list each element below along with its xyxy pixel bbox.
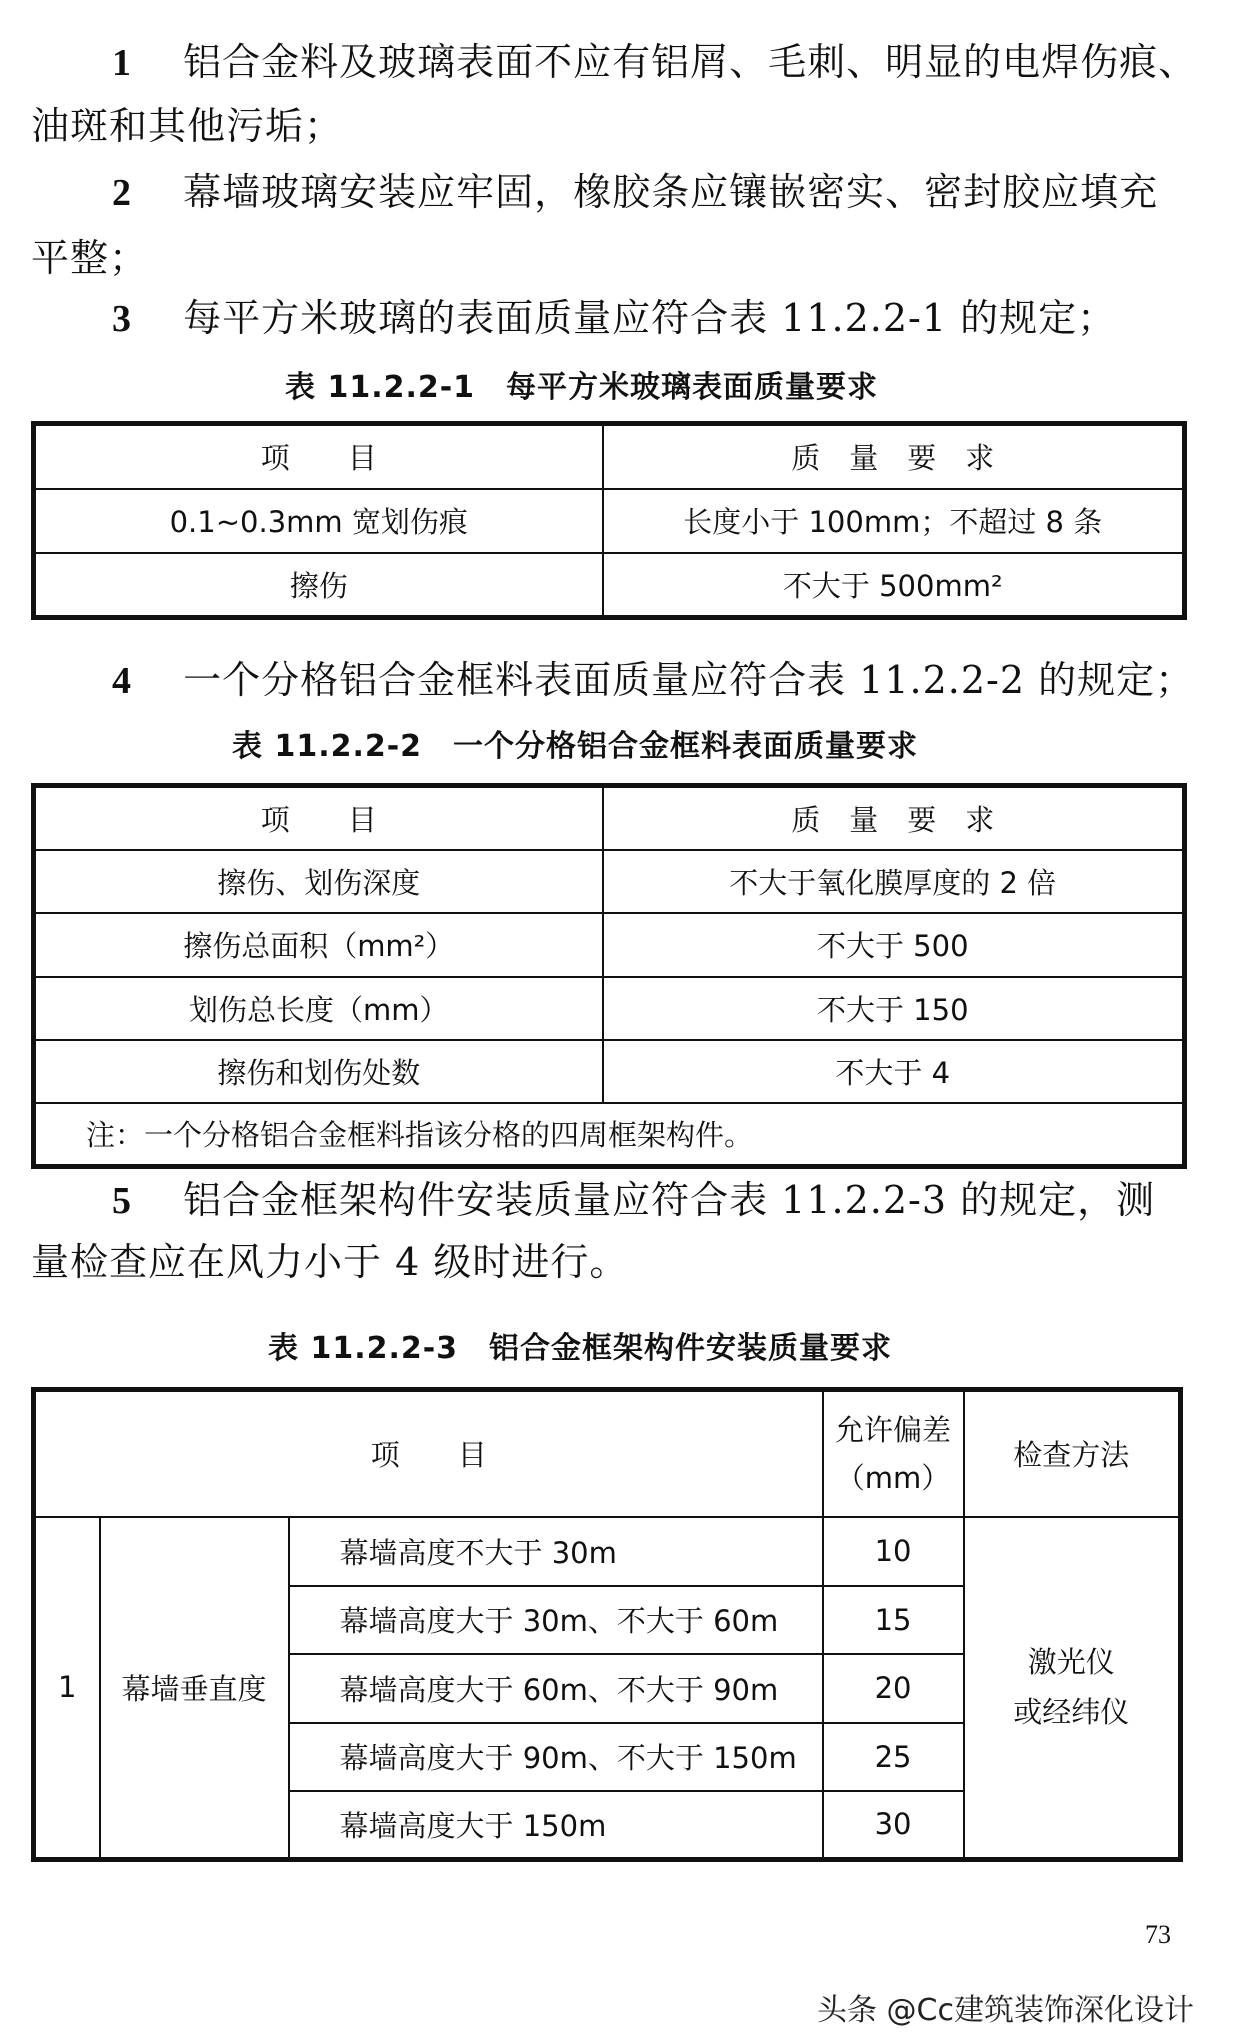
table-row	[34, 489, 1185, 553]
table3	[31, 1387, 1183, 1862]
group-index: 1	[34, 1517, 100, 1860]
table3-header-item: 项 目	[34, 1390, 823, 1517]
table1-caption: 表 11.2.2-1 每平方米玻璃表面质量要求	[285, 370, 879, 405]
item-4	[112, 660, 1194, 701]
table-cell: 不大于 150	[603, 977, 1185, 1040]
item-1	[112, 42, 1197, 83]
table-cell: 长度小于 100mm；不超过 8 条	[603, 489, 1185, 553]
item-number: 1	[112, 42, 132, 84]
item-text: 一个分格铝合金框料表面质量应符合表 11.2.2-2 的规定；	[183, 658, 1195, 702]
item-text: 每平方米玻璃的表面质量应符合表 11.2.2-1 的规定；	[183, 296, 1117, 340]
table-cell: 不大于 500mm²	[603, 553, 1185, 618]
table-cell: 25	[823, 1723, 964, 1791]
table-row	[34, 977, 1185, 1040]
table-cell: 幕墙高度不大于 30m	[289, 1517, 823, 1586]
item-text: 铝合金框架构件安装质量应符合表 11.2.2-3 的规定，测	[183, 1178, 1156, 1222]
table-cell: 划伤总长度（mm）	[34, 977, 603, 1040]
table-row	[34, 1517, 1181, 1586]
table-cell: 幕墙高度大于 30m、不大于 60m	[289, 1586, 823, 1654]
table-cell: 幕墙高度大于 90m、不大于 150m	[289, 1723, 823, 1791]
table-cell: 幕墙高度大于 150m	[289, 1791, 823, 1860]
item-text: 幕墙玻璃安装应牢固，橡胶条应镶嵌密实、密封胶应填充	[183, 170, 1159, 214]
table-cell: 0.1~0.3mm 宽划伤痕	[34, 489, 603, 553]
item-number: 2	[112, 172, 132, 214]
table1	[31, 421, 1187, 620]
group-name: 幕墙垂直度	[100, 1517, 289, 1860]
table-cell: 不大于 500	[603, 913, 1185, 977]
item-5-continued: 量检查应在风力小于 4 级时进行。	[31, 1240, 629, 1284]
table-cell: 15	[823, 1586, 964, 1654]
table2-caption: 表 11.2.2-2 一个分格铝合金框料表面质量要求	[232, 729, 919, 764]
table-cell: 擦伤总面积（mm²）	[34, 913, 603, 977]
table-row	[34, 850, 1185, 913]
table2	[31, 783, 1187, 1169]
table2-header-requirement: 质 量 要 求	[603, 786, 1185, 850]
table2-note: 注：一个分格铝合金框料指该分格的四周框架构件。	[34, 1103, 1185, 1167]
header-line: （mm）	[835, 1460, 951, 1495]
table-cell: 擦伤、划伤深度	[34, 850, 603, 913]
group-method	[964, 1517, 1181, 1860]
method-line: 激光仪	[1027, 1645, 1115, 1680]
table-cell: 擦伤	[34, 553, 603, 618]
table3-header-method: 检查方法	[964, 1390, 1181, 1517]
table-cell: 不大于 4	[603, 1040, 1185, 1103]
table-cell: 不大于氧化膜厚度的 2 倍	[603, 850, 1185, 913]
header-line: 允许偏差	[835, 1412, 952, 1447]
item-2	[112, 172, 1158, 213]
table1-header-item: 项 目	[34, 424, 603, 489]
table-cell: 30	[823, 1791, 964, 1860]
table3-caption: 表 11.2.2-3 铝合金框架构件安装质量要求	[268, 1331, 893, 1366]
table-row	[34, 913, 1185, 977]
table1-header-requirement: 质 量 要 求	[603, 424, 1185, 489]
table-cell: 10	[823, 1517, 964, 1586]
table-row	[34, 553, 1185, 618]
item-2-continued: 平整；	[31, 236, 149, 280]
item-1-continued: 油斑和其他污垢；	[31, 104, 344, 148]
method-line: 或经纬仪	[1013, 1695, 1130, 1730]
table-cell: 擦伤和划伤处数	[34, 1040, 603, 1103]
item-number: 5	[112, 1180, 132, 1222]
item-number: 3	[112, 298, 132, 340]
table-cell: 20	[823, 1654, 964, 1723]
item-number: 4	[112, 660, 132, 702]
page-number: 73	[1145, 1920, 1171, 1949]
table3-header-tolerance	[823, 1390, 964, 1517]
table-row	[34, 1040, 1185, 1103]
table2-header-item: 项 目	[34, 786, 603, 850]
item-text: 铝合金料及玻璃表面不应有铝屑、毛刺、明显的电焊伤痕、	[183, 40, 1198, 84]
table-cell: 幕墙高度大于 60m、不大于 90m	[289, 1654, 823, 1723]
item-3	[112, 298, 1116, 339]
watermark: 头条 @Cc建筑装饰深化设计	[817, 1993, 1194, 2028]
item-5	[112, 1180, 1155, 1221]
